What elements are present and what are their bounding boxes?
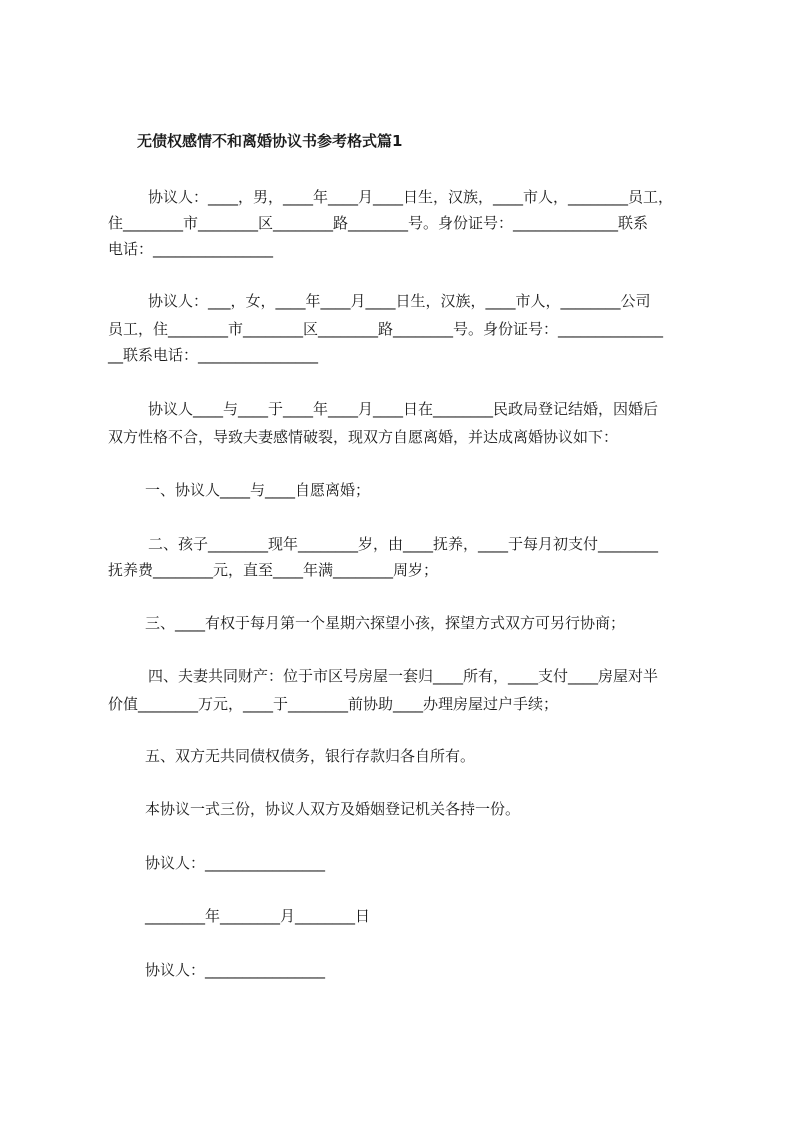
party-two-line-1: 协议人：___，女，____年____月____日生，汉族，____市人，________公司	[148, 292, 651, 310]
clause-two-line-1: 二、孩子________现年________岁，由____抚养，____于每月初支付________	[148, 535, 659, 553]
party-one-line-1: 协议人：____，男，____年____月____日生，汉族，____市人，________员工，	[148, 188, 674, 206]
clause-one: 一、协议人____与____自愿离婚；	[145, 481, 371, 499]
clause-five: 五、双方无共同债权债务，银行存款归各自所有。	[145, 747, 476, 765]
document-title: 无债权感情不和离婚协议书参考格式篇1	[137, 132, 403, 150]
party-two-line-2: 员工，住________市________区________路________号。身份证号：______________	[108, 320, 664, 338]
date-line: ________年________月________日	[145, 907, 371, 925]
copies-statement: 本协议一式三份，协议人双方及婚姻登记机关各持一份。	[145, 800, 521, 818]
clause-two-line-2: 抚养费________元，直至____年满________周岁；	[108, 561, 439, 579]
party-two-line-3: __联系电话：________________	[108, 346, 319, 364]
marriage-line-2: 双方性格不合，导致夫妻感情破裂，现双方自愿离婚，并达成离婚协议如下：	[108, 428, 619, 446]
marriage-line-1: 协议人____与____于____年____月____日在________民政局登记结婚，因婚后	[148, 400, 659, 418]
signature-line-one: 协议人：________________	[145, 854, 326, 872]
party-one-line-3: 电话：________________	[108, 240, 274, 258]
clause-four-line-1: 四、夫妻共同财产：位于市区号房屋一套归____所有，____支付____房屋对半	[148, 667, 659, 685]
clause-four-line-2: 价值________万元，____于________前协助____办理房屋过户手续；	[108, 695, 559, 713]
clause-three: 三、____有权于每月第一个星期六探望小孩，探望方式双方可另行协商；	[145, 614, 626, 632]
party-one-line-2: 住________市________区________路________号。身份证号：______________联系	[108, 214, 649, 232]
signature-line-two: 协议人：________________	[145, 961, 326, 979]
